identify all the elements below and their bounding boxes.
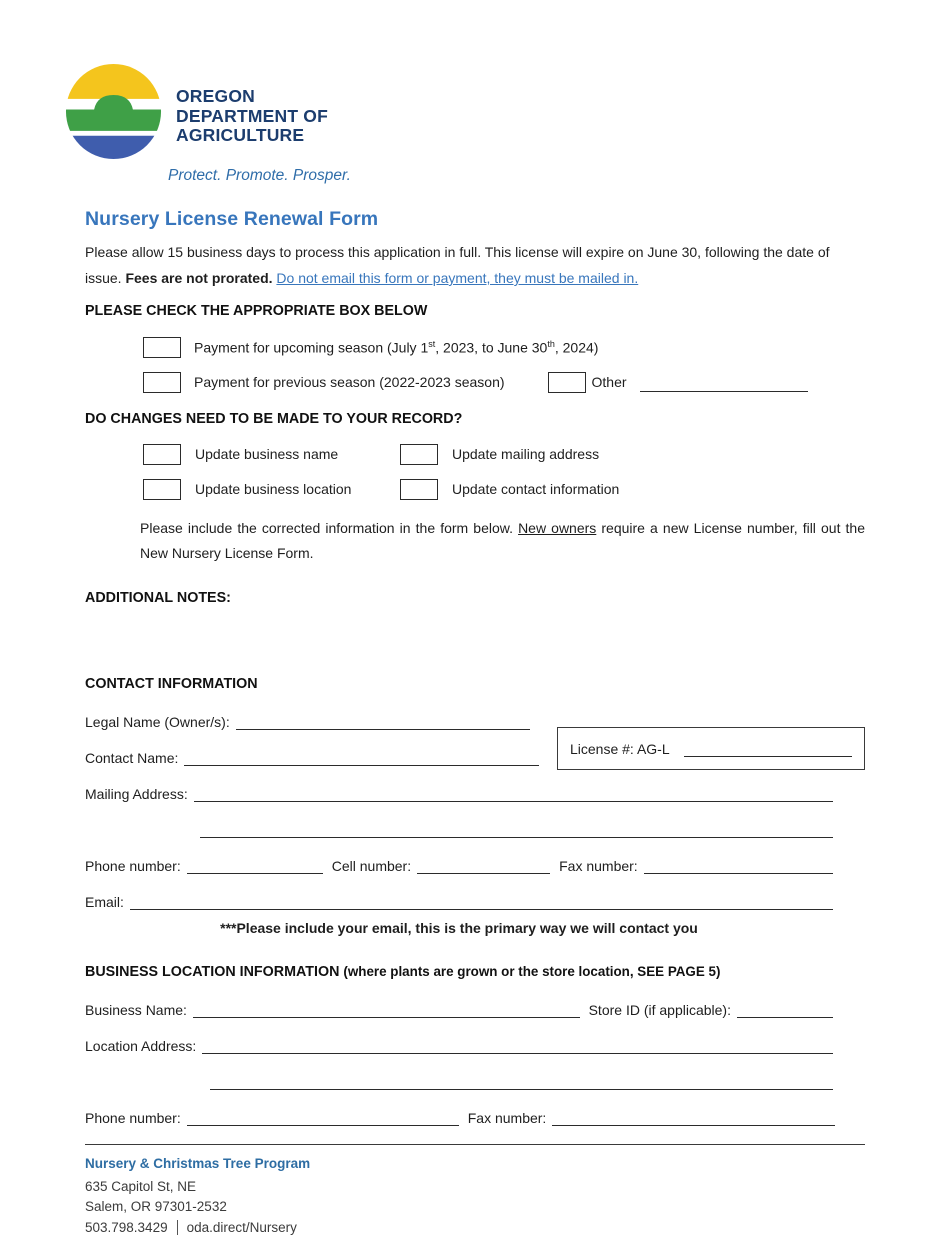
record-note-part2: require a new License number, fill out the New Nursery License Form. (140, 520, 865, 561)
cell-number-label: Cell number: (332, 858, 411, 874)
license-number-blank[interactable] (684, 741, 852, 757)
footer-address-line-2: Salem, OR 97301-2532 (85, 1197, 865, 1218)
email-blank[interactable] (130, 894, 833, 910)
email-row (85, 888, 833, 910)
update-business-location-label: Update business location (195, 481, 351, 497)
footer-phone: 503.798.3429 (85, 1218, 168, 1238)
payment-upcoming-sup2: th (547, 339, 555, 349)
update-contact-information-option (400, 478, 865, 500)
changes-section-heading: DO CHANGES NEED TO BE MADE TO YOUR RECORD? (85, 411, 865, 427)
other-checkbox[interactable] (548, 372, 586, 393)
license-label: License #: AG-L (570, 741, 670, 757)
email-label: Email: (85, 894, 124, 910)
payment-upcoming-label-part1: Payment for upcoming season (July 1 (194, 339, 428, 355)
license-number-box (557, 727, 865, 770)
payment-previous-label: Payment for previous season (2022-2023 season) (194, 374, 505, 390)
payment-upcoming-checkbox[interactable] (143, 337, 181, 358)
record-note-part1: Please include the corrected information in the form below. (140, 520, 518, 536)
footer-separator-bar (177, 1220, 178, 1235)
business-name-row (85, 996, 833, 1018)
intro-text: Please allow 15 business days to process this application in full. This license will expire on June 30, following the date of issue. (85, 244, 830, 286)
store-id-label: Store ID (if applicable): (589, 1002, 731, 1018)
oda-logo-icon (65, 63, 162, 160)
header-brand (65, 63, 865, 185)
legal-name-blank[interactable] (236, 714, 530, 730)
footer-program-name: Nursery & Christmas Tree Program (85, 1154, 865, 1175)
intro-bold-text: Fees are not prorated. (125, 270, 276, 286)
business-fax-label: Fax number: (468, 1110, 547, 1126)
phone-number-label: Phone number: (85, 858, 181, 874)
business-section-heading (85, 964, 865, 980)
mailing-address-blank-2[interactable] (200, 822, 833, 838)
business-phone-blank[interactable] (187, 1110, 459, 1126)
phone-number-blank[interactable] (187, 858, 323, 874)
check-section-heading: PLEASE CHECK THE APPROPRIATE BOX BELOW (85, 303, 865, 319)
other-label: Other (592, 374, 627, 390)
location-address-row-2 (85, 1068, 833, 1090)
mailing-address-row-2 (85, 816, 833, 838)
cell-number-blank[interactable] (417, 858, 550, 874)
email-note: ***Please include your email, this is the primary way we will contact you (85, 920, 833, 936)
mailing-address-row (85, 780, 833, 802)
org-name-line-1: OREGON (176, 87, 328, 107)
business-section-body (85, 996, 865, 1126)
update-business-name-label: Update business name (195, 446, 338, 462)
intro-paragraph (85, 239, 865, 291)
payment-upcoming-row (143, 336, 865, 358)
org-name-line-2: DEPARTMENT OF (176, 107, 328, 127)
footer-address-line-1: 635 Capitol St, NE (85, 1177, 865, 1198)
contact-name-blank[interactable] (184, 750, 539, 766)
payment-previous-row (143, 371, 865, 393)
update-mailing-address-checkbox[interactable] (400, 444, 438, 465)
update-contact-information-checkbox[interactable] (400, 479, 438, 500)
footer-contact-line (85, 1218, 865, 1238)
update-business-name-option (143, 443, 400, 465)
payment-upcoming-label (194, 339, 598, 356)
business-fax-blank[interactable] (552, 1110, 835, 1126)
business-name-label: Business Name: (85, 1002, 187, 1018)
mailing-address-label: Mailing Address: (85, 786, 188, 802)
payment-upcoming-sup1: st (428, 339, 435, 349)
contact-section-heading: CONTACT INFORMATION (85, 676, 865, 692)
update-contact-information-label: Update contact information (452, 481, 619, 497)
business-phone-label: Phone number: (85, 1110, 181, 1126)
store-id-blank[interactable] (737, 1002, 833, 1018)
business-heading-paren: (where plants are grown or the store location, SEE PAGE 5) (343, 964, 720, 979)
footer-url[interactable]: oda.direct/Nursery (187, 1218, 297, 1238)
record-note-underlined: New owners (518, 520, 596, 536)
changes-options-grid (143, 443, 865, 500)
mail-in-link[interactable]: Do not email this form or payment, they must be mailed in. (276, 270, 638, 286)
footer (85, 1154, 865, 1238)
update-mailing-address-label: Update mailing address (452, 446, 599, 462)
footer-divider (85, 1144, 865, 1145)
location-address-blank-2[interactable] (210, 1074, 833, 1090)
business-name-blank[interactable] (193, 1002, 580, 1018)
contact-section-body (85, 708, 865, 936)
update-business-location-option (143, 478, 400, 500)
location-address-row (85, 1032, 833, 1054)
update-business-name-checkbox[interactable] (143, 444, 181, 465)
location-address-label: Location Address: (85, 1038, 196, 1054)
other-write-in-blank[interactable] (640, 376, 808, 392)
legal-name-label: Legal Name (Owner/s): (85, 714, 230, 730)
record-note (140, 516, 865, 566)
fax-number-label: Fax number: (559, 858, 638, 874)
contact-phone-row (85, 852, 833, 874)
payment-upcoming-label-part3: , 2024) (555, 339, 599, 355)
payment-previous-checkbox[interactable] (143, 372, 181, 393)
contact-name-label: Contact Name: (85, 750, 178, 766)
update-mailing-address-option (400, 443, 865, 465)
org-tagline: Protect. Promote. Prosper. (168, 167, 865, 185)
page-title: Nursery License Renewal Form (85, 208, 865, 231)
brand-row (65, 63, 865, 160)
additional-notes-area[interactable] (85, 606, 865, 676)
location-address-blank[interactable] (202, 1038, 833, 1054)
business-phone-row (85, 1104, 835, 1126)
mailing-address-blank[interactable] (194, 786, 833, 802)
payment-upcoming-label-part2: , 2023, to June 30 (435, 339, 547, 355)
org-name-line-3: AGRICULTURE (176, 126, 328, 146)
fax-number-blank[interactable] (644, 858, 833, 874)
business-heading-main: BUSINESS LOCATION INFORMATION (85, 964, 343, 980)
update-business-location-checkbox[interactable] (143, 479, 181, 500)
additional-notes-heading: ADDITIONAL NOTES: (85, 590, 865, 606)
org-name (176, 87, 328, 160)
